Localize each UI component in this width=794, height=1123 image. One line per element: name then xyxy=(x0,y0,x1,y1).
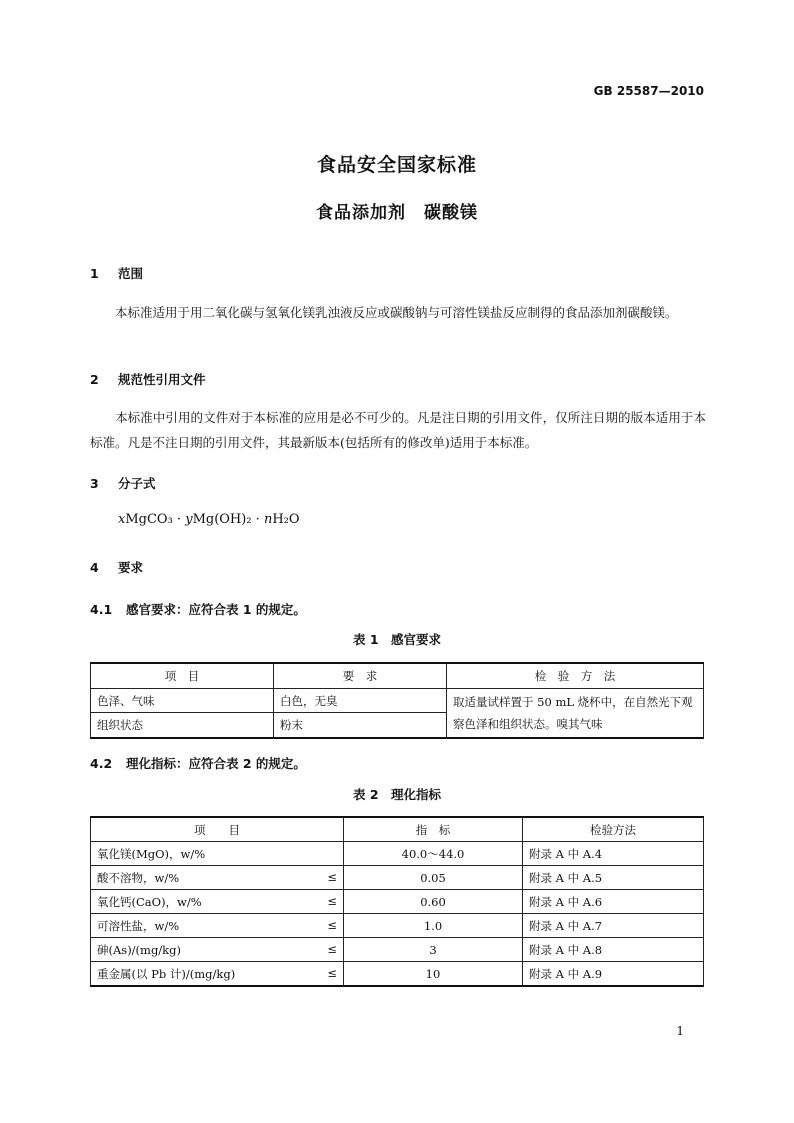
cell-item: 酸不溶物，w/% ≤ xyxy=(91,866,344,890)
section-4-2-heading xyxy=(90,754,306,772)
table-header-row xyxy=(91,817,704,842)
cell-item: 色泽、气味 xyxy=(91,689,274,713)
section-text: 理化指标：应符合表 2 的规定。 xyxy=(126,756,306,771)
cell-method: 附录 A 中 A.7 xyxy=(523,914,704,938)
column-header: 检验方法 xyxy=(523,817,704,842)
cell-method: 附录 A 中 A.4 xyxy=(523,842,704,866)
le-symbol: ≤ xyxy=(327,893,337,908)
table-2-caption: 表 2 理化指标 xyxy=(352,787,442,802)
section-1-body xyxy=(90,300,706,325)
section-2-body xyxy=(90,405,706,455)
cell-method: 取适量试样置于 50 mL 烧杯中，在自然光下观察色泽和组织状态。嗅其气味 xyxy=(447,689,704,739)
section-number: 4.2 xyxy=(90,756,113,771)
document-title: 食品安全国家标准 xyxy=(316,154,477,176)
cell-item: 可溶性盐，w/% ≤ xyxy=(91,914,344,938)
cell-value: 3 xyxy=(344,938,523,962)
column-header: 项 目 xyxy=(91,817,344,842)
table-row xyxy=(91,914,704,938)
cell-requirement: 粉末 xyxy=(274,713,447,738)
cell-method: 附录 A 中 A.8 xyxy=(523,938,704,962)
table-row xyxy=(91,866,704,890)
cell-item: 砷(As)/(mg/kg) ≤ xyxy=(91,938,344,962)
column-header: 指 标 xyxy=(344,817,523,842)
le-symbol: ≤ xyxy=(327,917,337,932)
cell-method: 附录 A 中 A.6 xyxy=(523,890,704,914)
section-number: 2 xyxy=(90,372,99,387)
section-number: 3 xyxy=(90,476,99,491)
paragraph-text: 本标准中引用的文件对于本标准的应用是必不可少的。凡是注日期的引用文件，仅所注日期的版本适用于本标准。凡是不注日期的引用文件，其最新版本(包括所有的修改单)适用于本标准。 xyxy=(90,410,706,450)
cell-item: 氧化镁(MgO)，w/% xyxy=(91,842,344,866)
section-number: 4 xyxy=(90,560,99,575)
le-symbol: ≤ xyxy=(327,869,337,884)
cell-value: 1.0 xyxy=(344,914,523,938)
cell-value: 40.0～44.0 xyxy=(344,842,523,866)
section-1-heading xyxy=(90,264,143,282)
section-number: 1 xyxy=(90,266,99,281)
table-row xyxy=(91,890,704,914)
molecular-formula: xMgCO₃ · yMg(OH)₂ · nH₂O xyxy=(118,512,300,527)
section-title: 分子式 xyxy=(118,476,156,491)
table-row xyxy=(91,962,704,987)
cell-item: 重金属(以 Pb 计)/(mg/kg) ≤ xyxy=(91,962,344,987)
column-header: 检 验 方 法 xyxy=(447,663,704,689)
table-2-physicochemical xyxy=(90,816,704,987)
section-3-heading xyxy=(90,474,156,492)
section-4-1-heading xyxy=(90,600,306,618)
column-header: 要 求 xyxy=(274,663,447,689)
standard-number: GB 25587—2010 xyxy=(593,84,704,98)
section-4-heading xyxy=(90,558,143,576)
column-header: 项 目 xyxy=(91,663,274,689)
section-title: 要求 xyxy=(118,560,144,575)
table-1-caption: 表 1 感官要求 xyxy=(352,632,442,647)
cell-item: 组织状态 xyxy=(91,713,274,738)
cell-method: 附录 A 中 A.9 xyxy=(523,962,704,987)
cell-value: 10 xyxy=(344,962,523,987)
le-symbol: ≤ xyxy=(327,941,337,956)
cell-method: 附录 A 中 A.5 xyxy=(523,866,704,890)
document-subtitle: 食品添加剂 碳酸镁 xyxy=(316,203,478,223)
cell-item: 氧化钙(CaO)，w/% ≤ xyxy=(91,890,344,914)
cell-requirement: 白色，无臭 xyxy=(274,689,447,713)
section-title: 规范性引用文件 xyxy=(118,372,206,387)
table-row xyxy=(91,938,704,962)
le-symbol: ≤ xyxy=(327,965,337,980)
table-1-sensory xyxy=(90,662,704,739)
section-number: 4.1 xyxy=(90,602,113,617)
section-text: 感官要求：应符合表 1 的规定。 xyxy=(126,602,306,617)
table-header-row xyxy=(91,663,704,689)
table-row xyxy=(91,842,704,866)
section-title: 范围 xyxy=(118,266,144,281)
cell-value: 0.05 xyxy=(344,866,523,890)
page-number: 1 xyxy=(676,1024,684,1038)
cell-value: 0.60 xyxy=(344,890,523,914)
paragraph-text: 本标准适用于用二氧化碳与氢氧化镁乳浊液反应或碳酸钠与可溶性镁盐反应制得的食品添加剂碳酸镁。 xyxy=(115,305,678,320)
table-row xyxy=(91,689,704,713)
section-2-heading xyxy=(90,370,206,388)
